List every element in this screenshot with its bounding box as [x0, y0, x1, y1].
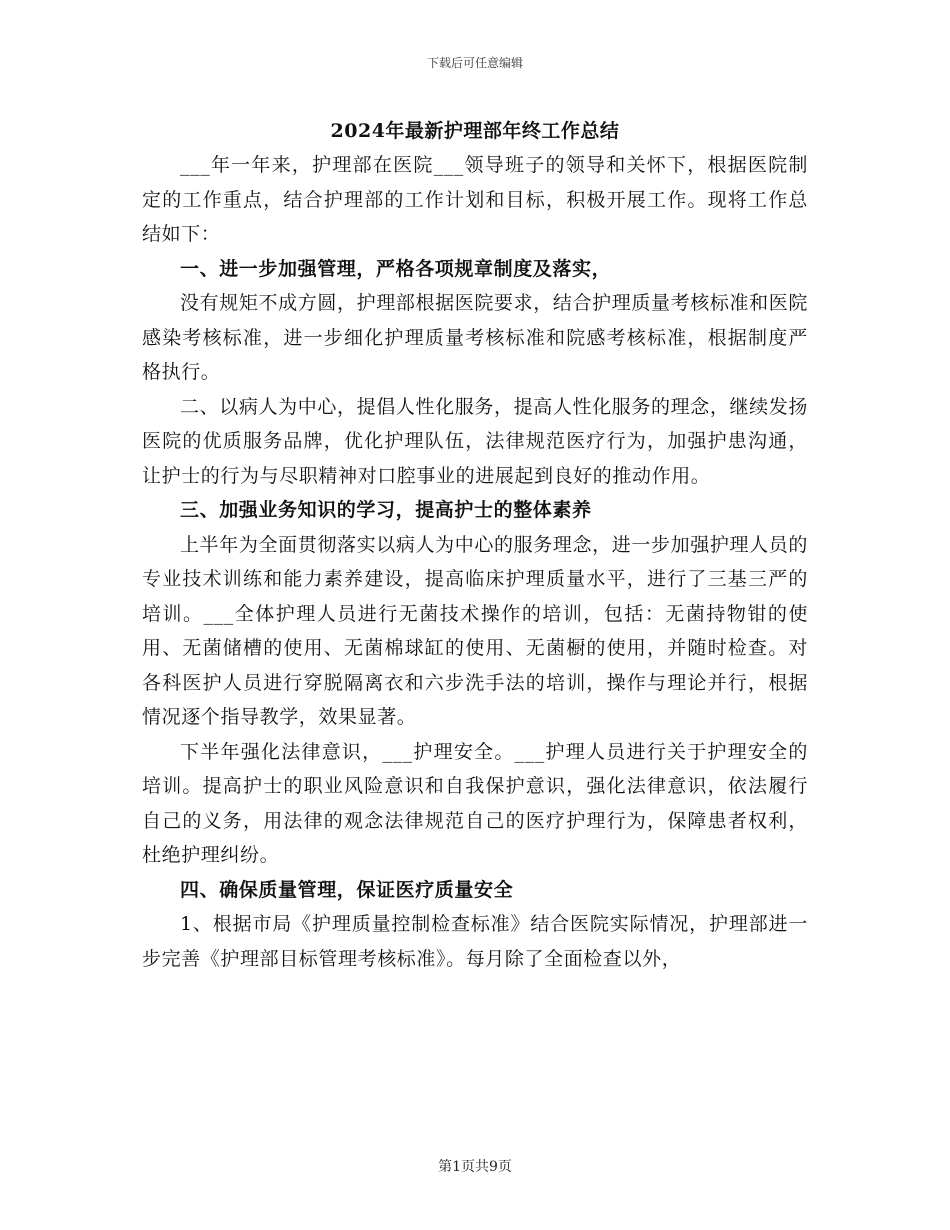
paragraph: 下半年强化法律意识，___护理安全。___护理人员进行关于护理安全的培训。提高护士的职业风险意识和自我保护意识，强化法律意识，依法履行自己的义务，用法律的观念法律规范自己的医疗护理行为，保障患者权利，杜绝护理纠纷。	[142, 740, 808, 866]
header-note: 下载后可任意编辑	[426, 56, 523, 70]
paragraph: 二、以病人为中心，提倡人性化服务，提高人性化服务的理念，继续发扬医院的优质服务品牌，优化护理队伍，法律规范医疗行为，加强护患沟通，让护士的行为与尽职精神对口腔事业的进展起到良好的推动作用。	[142, 395, 808, 487]
page-number-footer: 第1页共9页	[438, 1159, 512, 1175]
paragraph: 上半年为全面贯彻落实以病人为中心的服务理念，进一步加强护理人员的专业技术训练和能力素养建设，提高临床护理质量水平，进行了三基三严的培训。___全体护理人员进行无菌技术操作的培训，包括：无菌持物钳的使用、无菌储槽的使用、无菌棉球缸的使用、无菌橱的使用，并随时检查。对各科医护人员进行穿脱隔离衣和六步洗手法的培训，操作与理论并行，根据情况逐个指导教学，效果显著。	[142, 533, 808, 728]
section-heading: 一、进一步加强管理，严格各项规章制度及落实，	[180, 257, 612, 280]
section-heading: 三、加强业务知识的学习，提高护士的整体素养	[180, 499, 592, 521]
document-body	[142, 148, 808, 976]
paragraph: 没有规矩不成方圆，护理部根据医院要求，结合护理质量考核标准和医院感染考核标准，进一步细化护理质量考核标准和院感考核标准，根据制度严格执行。	[142, 292, 808, 383]
paragraph: ___年一年来，护理部在医院___领导班子的领导和关怀下，根据医院制定的工作重点，结合护理部的工作计划和目标，积极开展工作。现将工作总结如下：	[142, 154, 808, 245]
paragraph: 1、根据市局《护理质量控制检查标准》结合医院实际情况，护理部进一步完善《护理部目标管理考核标准》。每月除了全面检查以外，	[142, 913, 808, 970]
section-heading: 四、确保质量管理，保证医疗质量安全	[180, 878, 514, 901]
document-title: 2024年最新护理部年终工作总结	[330, 120, 620, 142]
